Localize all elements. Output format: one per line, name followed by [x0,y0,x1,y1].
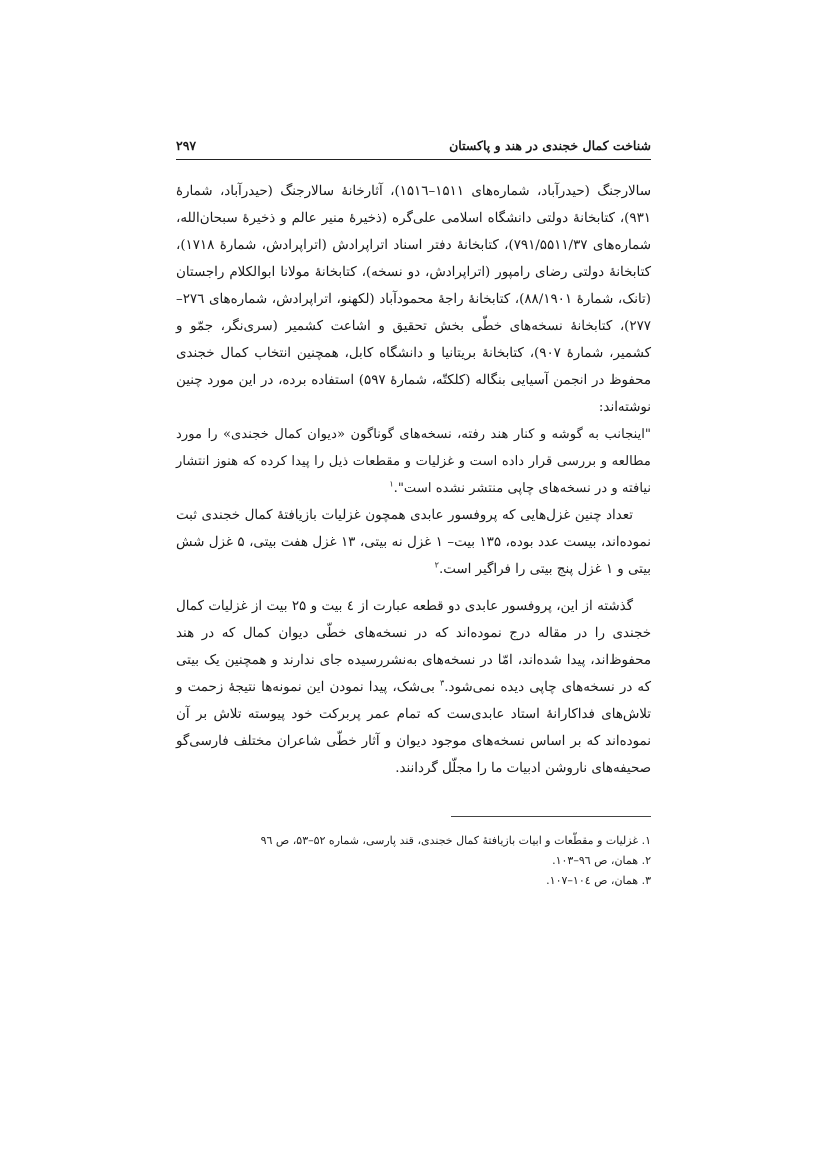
running-header [176,138,651,160]
paragraph-3-text-a: گذشته از این، پروفسور عابدی دو قطعه عبارت از ٤ بیت و ۲۵ بیت از غزلیات کمال خجندی را در مقاله درج نموده‌اند که در نسخه‌های خطّی دیوان کمال که در هند محفوظ‌اند، پیدا شده‌اند، امّا در نسخه‌های به‌نشررسیده جای ندارند و همچنین یک بیتی که در نسخه‌های چاپی دیده نمی‌شود. [176,599,651,695]
footnote-marker-1: ۱ [389,479,394,489]
footnote-2: ۲. همان، ص ۹٦–۱۰۳. [552,854,651,867]
footnote-marker-2: ۲ [434,560,439,570]
paragraph-2-text: تعداد چنین غزل‌هایی که پروفسور عابدی همچون غزلیات بازیافتهٔ کمال خجندی ثبت نموده‌اند، بیست عدد بوده، ۱۳۵ بیت– ۱ غزل نه بیتی، ۱۳ غزل هفت بیتی، ۵ غزل شش بیتی و ۱ غزل پنج بیتی را فراگیر است. [176,508,651,577]
paragraph-3 [176,593,651,782]
paragraph-3-text-b: بی‌شک، پیدا نمودن این نمونه‌ها نتیجهٔ زحمت و تلاش‌های فداکارانهٔ استاد عابدی‌ست که تمام عمر پربرکت خود پیوسته تلاش بر آن نموده‌اند که بر اساس نسخه‌های موجود دیوان و آثار خطّی شاعران مختلف فارسی‌گو صحیفه‌های ناروشن ادبیات ما را مجلّل گردانند. [176,680,651,776]
footnote-3: ۳. همان، ص ۱۰٤–۱۰۷. [546,874,651,887]
document-page [176,138,651,891]
paragraph-2 [176,502,651,583]
footnote-1: ۱. غزلیات و مقطّعات و ابیات بازیافتهٔ کمال خجندی، قند پارسی، شماره ۵۲–۵۳، ص ۹٦ [260,834,651,847]
block-quote [176,421,651,502]
paragraph-1-text: سالارجنگ (حیدرآباد، شماره‌های ۱۵۱۱–۱۵۱٦)، آثارخانهٔ سالارجنگ (حیدرآباد، شمارهٔ ۹۳۱)، کتابخانهٔ دولتی دانشگاه اسلامی علی‌گره (ذخیرهٔ منیر عالم و ذخیرهٔ سبحان‌الله، شماره‌های ۷۹۱/۵۵۱۱/۳۷)، کتابخانهٔ دفتر اسناد اتراپرادش (اتراپرادش، شمارهٔ ۱۷۱۸)، کتابخانهٔ دولتی رضای رامپور (اتراپرادش، دو نسخه)، کتابخانهٔ مولانا ابوالکلام راجستان (تانک، شمارهٔ ۸۸/۱۹۰۱)، کتابخانهٔ راجهٔ محمودآباد (لکهنو، اتراپرادش، شماره‌های ۲۷٦–۲۷۷)، کتابخانهٔ نسخه‌های خطّی بخش تحقیق و اشاعت کشمیر (سری‌نگر، جمّو و کشمیر، شمارهٔ ۹۰۷)، کتابخانهٔ بریتانیا و دانشگاه کابل، همچنین انتخاب کمال خجندی محفوظ در انجمن آسیایی بنگاله (کلکتّه، شمارهٔ ۵۹۷) استفاده برده، در این مورد چنین نوشته‌اند: [176,184,651,415]
page-number: ۲۹۷ [176,138,197,153]
footnotes [176,831,651,891]
running-title: شناخت کمال خجندی در هند و پاکستان [449,138,651,153]
main-text [176,178,651,782]
footnote-marker-3: ۳ [439,678,445,688]
block-quote-text: "اینجانب به گوشه و کنار هند رفته، نسخه‌های گوناگون «دیوان کمال خجندی» را مورد مطالعه و بررسی قرار داده است و غزلیات و مقطعات ذیل را پیدا کرده که هنوز انتشار نیافته و در نسخه‌های چاپی منتشر نشده است". [176,427,651,496]
paragraph-1 [176,178,651,421]
footnote-divider [451,816,651,817]
